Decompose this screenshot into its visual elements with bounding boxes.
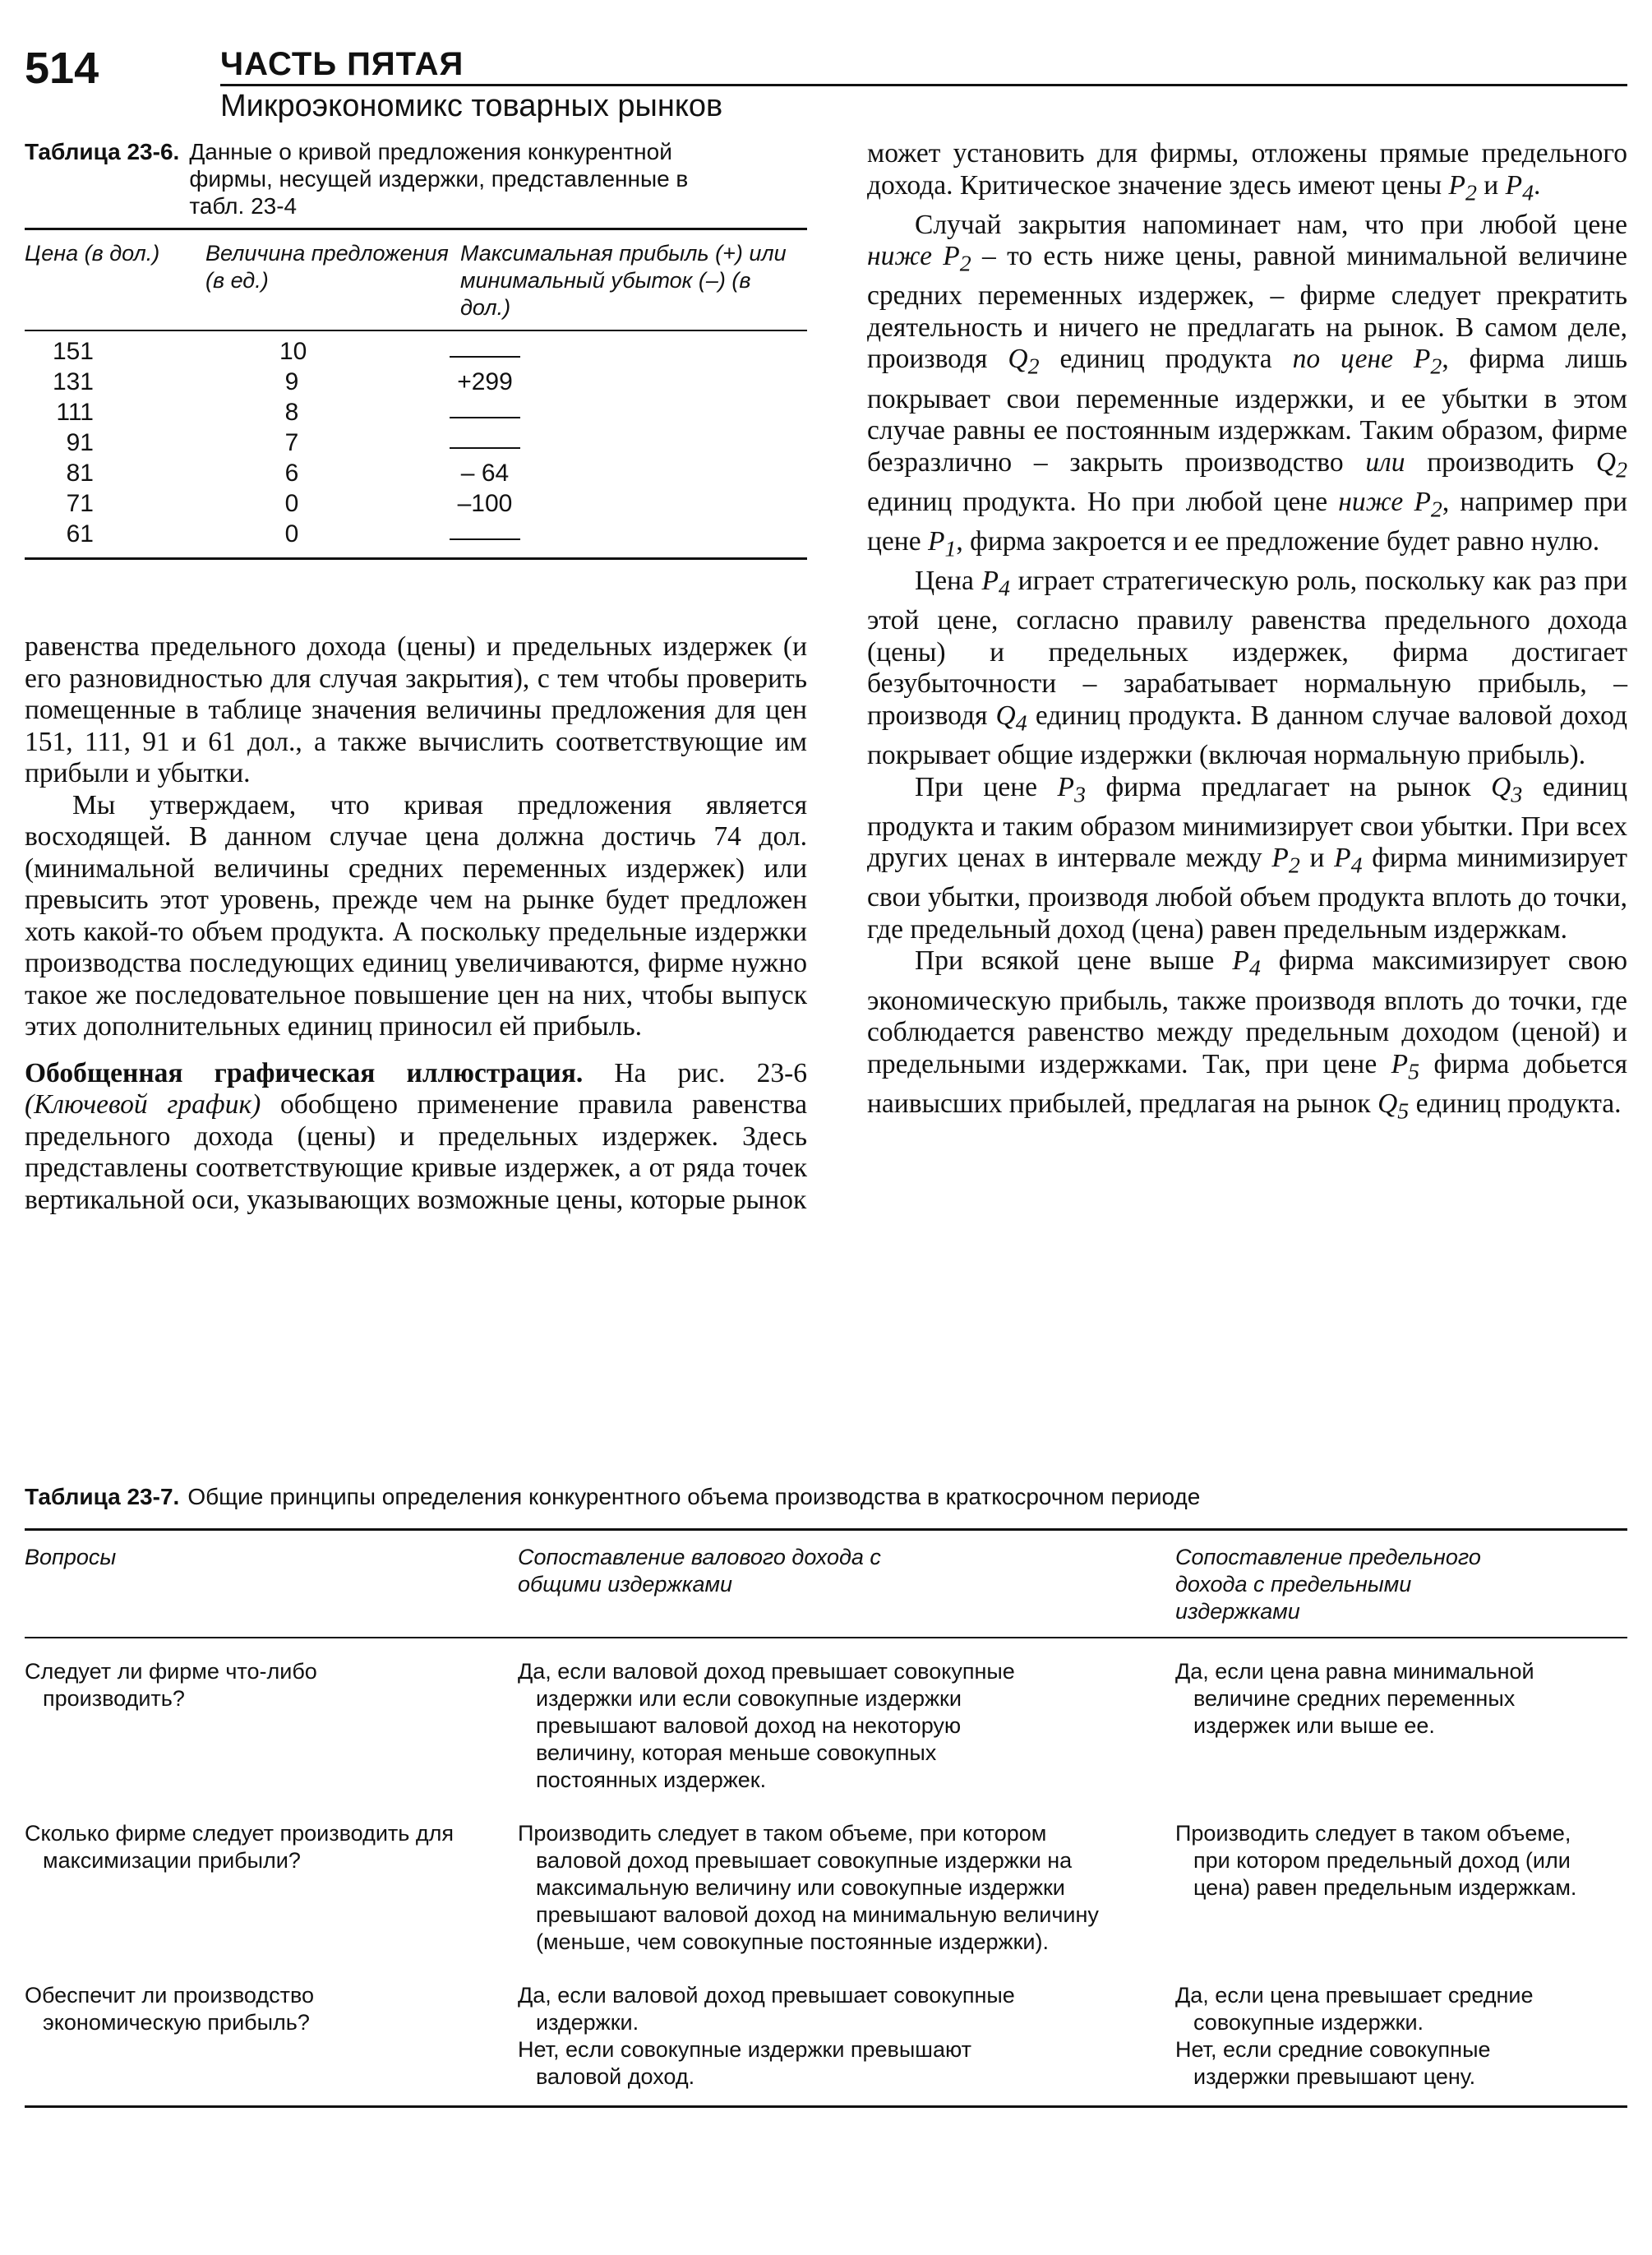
- paragraph: равенства предельного дохода (цены) и предельных издержек (и его разновидностью для случая закрытия), с тем чтобы проверить помещенные в таблице значения величины предложения для цен 151, 111, 91 и 61 дол., а также вычислить соответствующие им прибыли и убытки.: [25, 631, 807, 788]
- cell-profit: [440, 397, 530, 427]
- column-header-total: Сопоставление валового дохода с общими издержками: [518, 1545, 881, 1597]
- cell-profit: [440, 488, 530, 519]
- cell-price: 81: [66, 460, 94, 487]
- left-text-column: [25, 631, 807, 1216]
- cell-profit-value: – 64: [460, 460, 510, 487]
- table-header: [25, 230, 807, 330]
- table-caption-text: Данные о кривой предложения конкурентной фирмы, несущей издержки, представленные в табл. 23-4: [189, 139, 689, 219]
- table-row: [25, 367, 807, 397]
- right-text-column: [867, 138, 1627, 1128]
- cell-price: 71: [66, 490, 94, 517]
- page-number: 514: [25, 44, 99, 93]
- paragraph: Обобщенная графическая иллюстрация. На рис. 23-6 (Ключевой график) обобщено применение правила равенства предельного дохода (цены) и предельных издержек. Здесь представлены соответствующие кривые издержек, а от ряда точек вертикальной оси, указывающих возможные цены, которые рынок: [25, 1057, 808, 1215]
- column-header-questions: Вопросы: [25, 1545, 117, 1569]
- cell-question: Сколько фирме следует производить для максимизации прибыли?: [25, 1821, 454, 1873]
- table-label: Таблица 23-7.: [25, 1484, 180, 1509]
- column-header-quantity: Величина предложения (в ед.): [205, 241, 449, 293]
- table-row: [25, 397, 807, 427]
- table-caption-text: Общие принципы определения конкурентного объема производства в краткосрочном периоде: [187, 1484, 1201, 1509]
- chapter-title: Микроэкономикс товарных рынков: [220, 89, 723, 123]
- blank-line: [450, 417, 520, 418]
- cell-quantity: 10: [279, 338, 307, 365]
- cell-question: Следует ли фирме что-либо производить?: [25, 1659, 317, 1711]
- cell-price: 151: [52, 338, 94, 365]
- cell-question: Обеспечит ли производство экономическую прибыль?: [25, 1983, 315, 2035]
- paragraph: Случай закрытия напоминает нам, что при любой цене ниже $P_2$ – то есть ниже цены, равной минимальной величине средних переменных издержек, – фирме следует прекратить деятельность и ничего не предлагать на рынок. В самом деле, производя $Q_2$ единиц продукта по цене $P_2$, фирма лишь покрывает свои переменные издержки, и ее убытки в этом случае равны ее постоянным издержкам. Таким образом, фирме безразлично – закрыть производство или производить $Q_2$ единиц продукта. Но при любой цене ниже $P_2$, например при цене $P_1$, фирма закроется и ее предложение будет равно нулю.: [867, 209, 1628, 562]
- column-header-profit: Максимальная прибыль (+) или минимальный убыток (–) (в дол.): [460, 241, 787, 320]
- paragraph: При всякой цене выше $P_4$ фирма максимизирует свою экономическую прибыль, также производя вплоть до точки, где соблюдается равенство между предельным доходом (ценой) и предельными издержками. Так, при цене $P_5$ фирма добьется наивысших прибылей, предлагая на рынок $Q_5$ единиц продукта.: [867, 945, 1628, 1125]
- cell-price: 131: [52, 368, 94, 395]
- cell-marginal: [1175, 1982, 1627, 2091]
- cell-marginal-line: Нет, если средние совокупные издержки превышают цену.: [1175, 2037, 1491, 2089]
- blank-line: [450, 356, 520, 358]
- table-caption: [25, 1482, 1627, 1528]
- cell-marginal-line: Да, если цена превышает средние совокупные издержки.: [1175, 1983, 1534, 2035]
- table-row: [25, 1956, 1627, 2105]
- table-header: [25, 1531, 1627, 1637]
- cell-profit: [440, 519, 530, 549]
- paragraph: Мы утверждаем, что кривая предложения является восходящей. В данном случае цена должна достичь 74 дол. (минимальной величины средних переменных издержек) или превысить этот уровень, прежде чем на рынке будет предложен хоть какой-то объем продукта. А поскольку предельные издержки производства последующих единиц увеличиваются, фирме нужно такое же последовательное повышение цен на них, чтобы выпуск этих дополнительных единиц приносил ей прибыль.: [25, 789, 807, 1042]
- cell-total-line: Нет, если совокупные издержки превышают валовой доход.: [518, 2037, 972, 2089]
- cell-profit: [440, 458, 530, 488]
- paragraph: При цене $P_3$ фирма предлагает на рынок $Q_3$ единиц продукта и таким образом минимизирует свои убытки. При всех других ценах в интервале между $P_2$ и $P_4$ фирма минимизирует свои убытки, производя любой объем продукта вплоть до точки, где предельный доход (цена) равен предельным издержкам.: [867, 771, 1628, 945]
- paragraph: Цена $P_4$ играет стратегическую роль, поскольку как раз при этой цене, согласно правилу равенства предельного дохода (цены) и предельных издержек, фирма достигает безубыточности – зарабатывает нормальную прибыль, – производя $Q_4$ единиц продукта. В данном случае валовой доход покрывает общие издержки (включая нормальную прибыль).: [867, 566, 1628, 770]
- cell-profit: [440, 427, 530, 458]
- cell-quantity: 8: [284, 399, 299, 426]
- cell-price: 91: [66, 429, 94, 456]
- table-row: [25, 519, 807, 549]
- cell-total: Производить следует в таком объеме, при котором валовой доход превышает совокупные издержки на максимальную величину или совокупные издержки превышают валовой доход на минимальную величину (меньше, чем совокупные постоянные издержки).: [518, 1821, 1099, 1954]
- cell-marginal: Производить следует в таком объеме, при котором предельный доход (или цена) равен предельным издержкам.: [1175, 1821, 1577, 1900]
- cell-total-line: Да, если валовой доход превышает совокупные издержки.: [518, 1983, 1015, 2035]
- table-row: [25, 1638, 1627, 1794]
- table-23-6: [25, 138, 807, 560]
- cell-total: Да, если валовой доход превышает совокупные издержки или если совокупные издержки превышают валовой доход на некоторую величину, которая меньше совокупных постоянных издержек.: [518, 1659, 1015, 1792]
- table-rule: [25, 557, 807, 560]
- cell-profit-value: +299: [457, 368, 513, 395]
- cell-marginal: Да, если цена равна минимальной величине средних переменных издержек или выше ее.: [1175, 1659, 1534, 1738]
- column-header-price: Цена (в дол.): [25, 241, 160, 266]
- table-label: Таблица 23-6.: [25, 139, 180, 164]
- cell-profit: [440, 367, 530, 397]
- cell-quantity: 0: [284, 520, 299, 548]
- header-rule: [220, 84, 1627, 86]
- table-row: [25, 336, 807, 367]
- part-title: ЧАСТЬ ПЯТАЯ: [220, 46, 464, 82]
- cell-price: 61: [66, 520, 94, 548]
- table-row: [25, 427, 807, 458]
- table-rule: [25, 2105, 1627, 2108]
- cell-profit-value: –100: [457, 490, 513, 517]
- cell-quantity: 0: [284, 490, 299, 517]
- paragraph: может установить для фирмы, отложены прямые предельного дохода. Критическое значение здесь имеют цены $P_2$ и $P_4$.: [867, 138, 1627, 206]
- cell-profit: [440, 336, 530, 367]
- table-23-7: [25, 1482, 1627, 2108]
- table-caption: [25, 138, 807, 219]
- table-row: [25, 458, 807, 488]
- cell-quantity: 7: [284, 429, 299, 456]
- table-row: [25, 1794, 1627, 1956]
- key-graph-note: (Ключевой график): [25, 1089, 261, 1120]
- blank-line: [450, 447, 520, 449]
- blank-line: [450, 538, 520, 540]
- column-header-marginal: Сопоставление предельного дохода с предельными издержками: [1175, 1545, 1481, 1624]
- cell-quantity: 6: [284, 460, 299, 487]
- section-heading: Обобщенная графическая иллюстрация.: [25, 1057, 584, 1088]
- cell-total: [518, 1982, 1175, 2091]
- table-row: [25, 488, 807, 519]
- cell-price: 111: [56, 399, 94, 426]
- table-body: [25, 331, 807, 557]
- cell-quantity: 9: [284, 368, 299, 395]
